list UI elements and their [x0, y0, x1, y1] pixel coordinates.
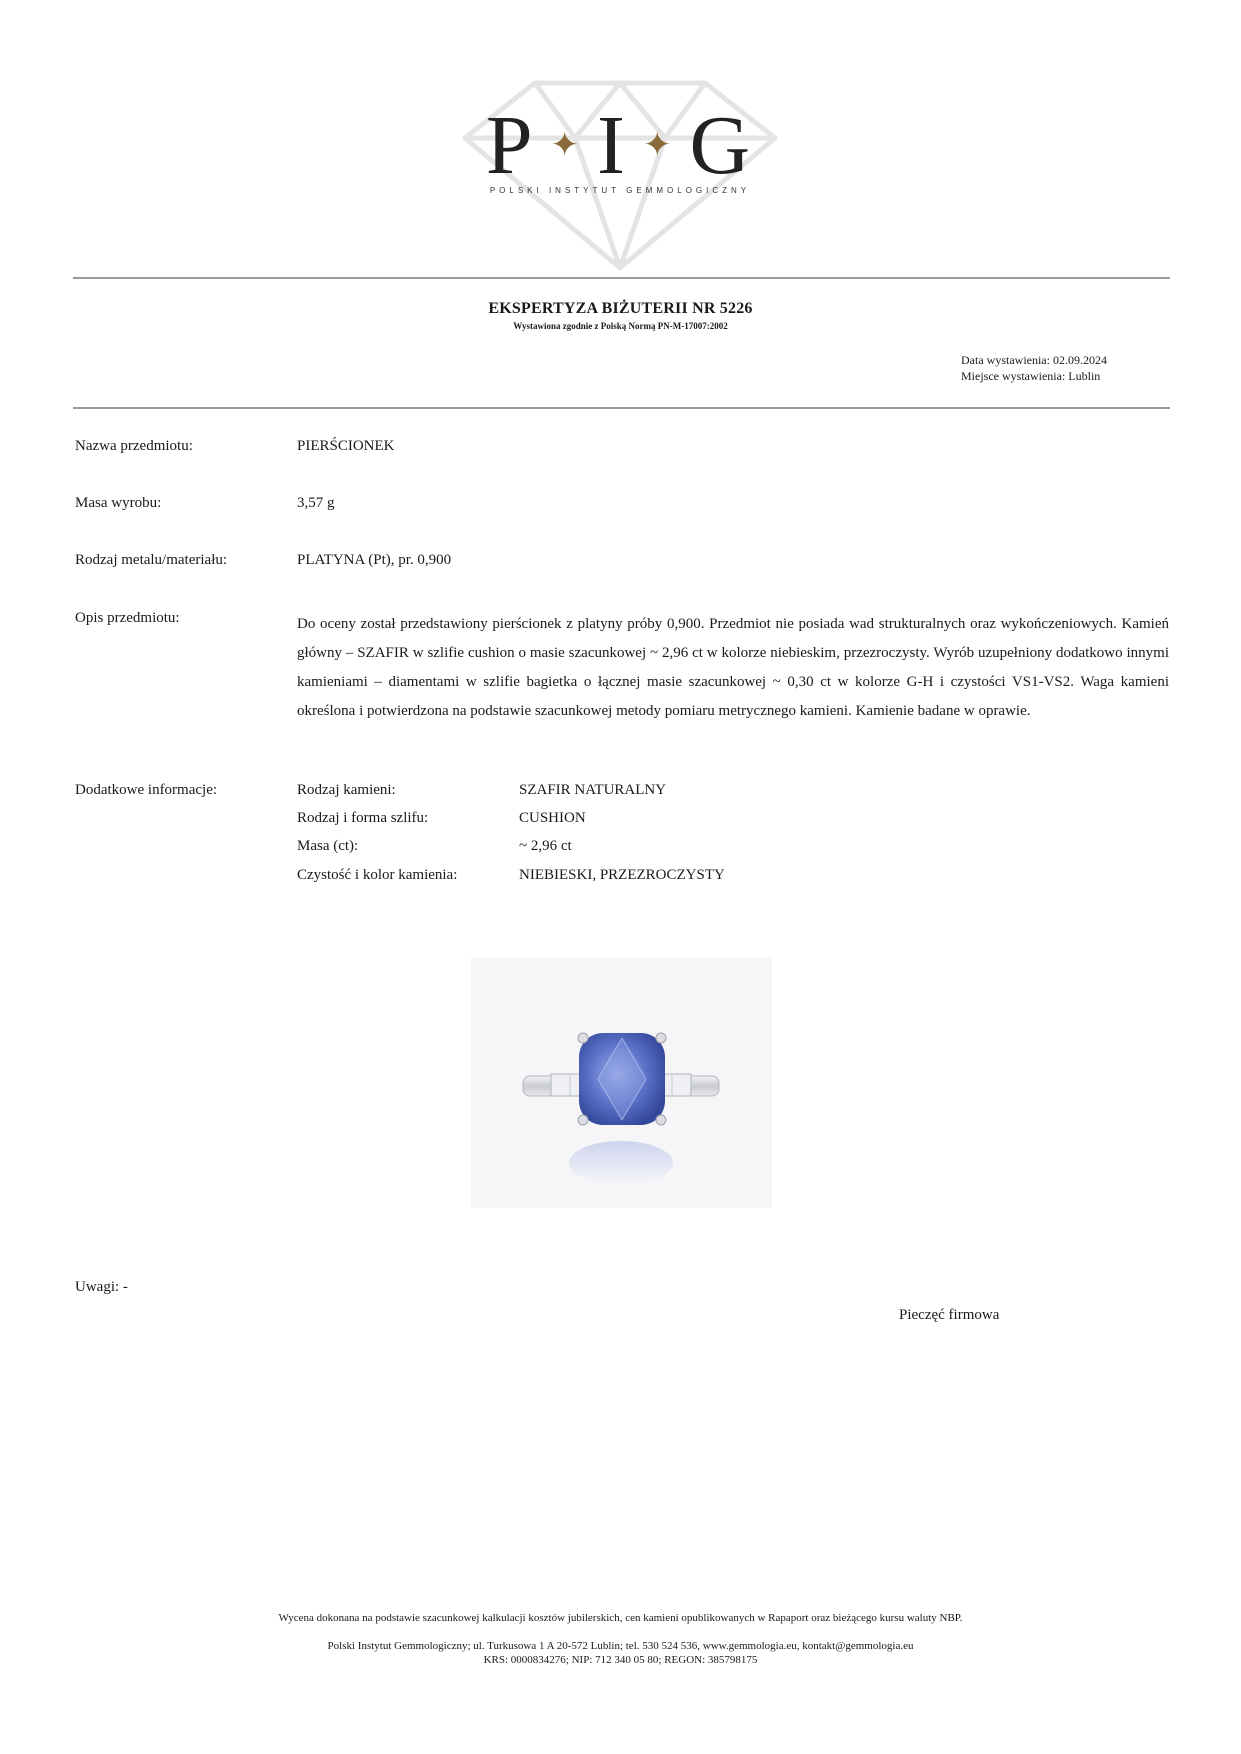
remarks: Uwagi: -: [75, 1279, 128, 1295]
stone-type-key: Rodzaj kamieni:: [297, 782, 396, 798]
stone-type-value: SZAFIR NATURALNY: [519, 782, 667, 798]
ring-photo: [471, 958, 772, 1208]
header-divider: [73, 407, 1170, 409]
cut-type-key: Rodzaj i forma szlifu:: [297, 810, 429, 826]
issue-date: Data wystawienia: 02.09.2024: [961, 353, 1107, 367]
additional-info-label: Dodatkowe informacje:: [75, 782, 218, 798]
cut-type-value: CUSHION: [519, 810, 586, 826]
issue-meta: [961, 352, 1107, 384]
stone-mass-value: ~ 2,96 ct: [519, 838, 572, 854]
item-mass-label: Masa wyrobu:: [75, 495, 162, 511]
logo-letter-g: G: [689, 99, 755, 192]
item-name-label: Nazwa przedmiotu:: [75, 438, 193, 454]
logo-tagline: POLSKI INSTYTUT GEMMOLOGICZNY: [489, 186, 751, 195]
metal-type-label: Rodzaj metalu/materiału:: [75, 552, 228, 568]
top-divider: [73, 277, 1170, 279]
institute-logo: [440, 78, 800, 278]
stone-mass-key: Masa (ct):: [297, 838, 359, 854]
company-stamp-label: Pieczęć firmowa: [899, 1307, 1000, 1323]
issue-place: Miejsce wystawienia: Lublin: [961, 369, 1101, 383]
metal-type-value: PLATYNA (Pt), pr. 0,900: [297, 552, 452, 568]
description-label: Opis przedmiotu:: [75, 610, 180, 626]
star-icon: ✦: [550, 126, 584, 164]
item-mass-value: 3,57 g: [297, 495, 335, 511]
institute-address: Polski Instytut Gemmologiczny; ul. Turkusowa 1 A 20-572 Lublin; tel. 530 524 536, www.gemmologia.eu, kontakt@gemmologia.eu: [327, 1640, 914, 1652]
logo-letter-i: I: [597, 99, 630, 192]
star-icon: ✦: [643, 126, 676, 164]
document-subtitle: Wystawiona zgodnie z Polską Normą PN-M-17007:2002: [513, 321, 728, 331]
registry-info: KRS: 0000834276; NIP: 712 340 05 80; REGON: 385798175: [483, 1654, 758, 1666]
description-text: Do oceny został przedstawiony pierścionek z platyny próby 0,900. Przedmiot nie posiada wad strukturalnych oraz wykończeniowych. Kamień główny – SZAFIR w szlifie cushion o masie szacunkowej ~ 2,96 ct w kolorze niebieskim, przezroczysty. Wyrób uzupełniony dodatkowo innymi kamieniami – diamentami w szlifie bagietka o łącznej masie szacunkowej ~ 0,30 ct w kolorze G-H i czystości VS1-VS2. Waga kamieni określona i potwierdzona na podstawie szacunkowej metody pomiaru metrycznego kamieni. Kamienie badane w oprawie.: [297, 616, 1169, 719]
logo-letter-p: P: [485, 99, 537, 192]
valuation-note: Wycena dokonana na podstawie szacunkowej kalkulacji kosztów jubilerskich, cen kamieni opublikowanych w Rapaport oraz bieżącego kursu waluty NBP.: [278, 1612, 963, 1624]
clarity-color-value: NIEBIESKI, PRZEZROCZYSTY: [519, 867, 725, 883]
document-title: EKSPERTYZA BIŻUTERII NR 5226: [488, 300, 753, 317]
clarity-color-key: Czystość i kolor kamienia:: [297, 867, 458, 883]
item-name-value: PIERŚCIONEK: [297, 438, 395, 454]
